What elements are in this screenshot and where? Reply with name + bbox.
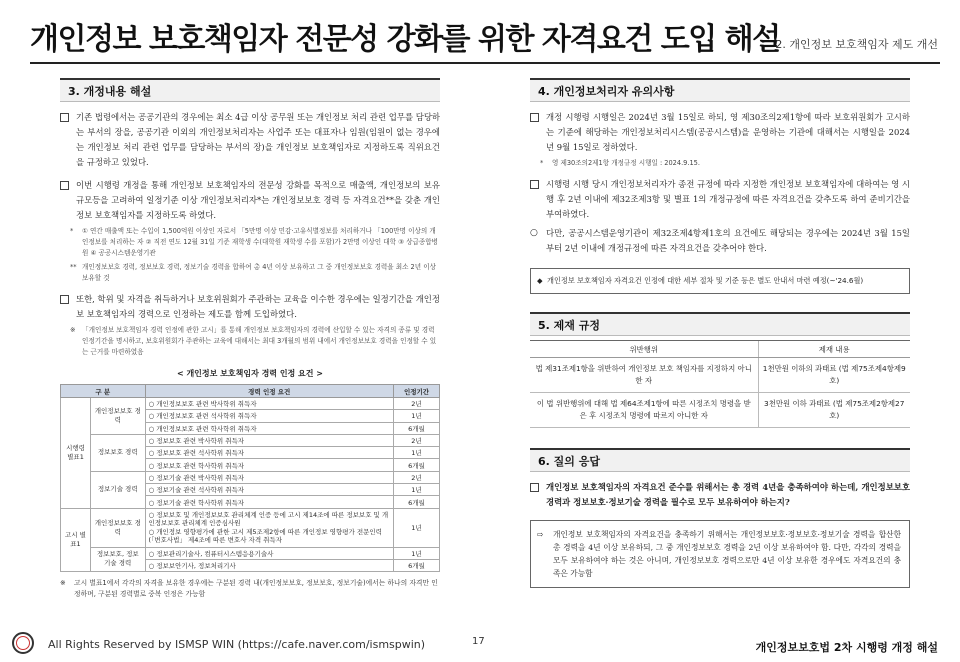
table-row (61, 398, 440, 410)
paragraph-certification (60, 292, 440, 322)
penalty-cell: 3천만원 이하 과태료 (법 제75조제2항제27호) (758, 393, 910, 428)
note-effective-date (530, 158, 910, 169)
paragraph-text: 기존 법령에서는 공공기관의 경우에는 최소 4급 이상 공무원 또는 개인정보 처리 관련 업무를 담당하는 부서의 장을, 공공기관 이외의 개인정보처리자는 사업주 또는 대표자나 임원(임원이 없는 경우에는 개인정보 처리 관련 업무를 담당하는 부서의 장)을 개인정보 보호책임자로 지정하도록 직위요건을 규정하고 있었다. (76, 112, 440, 167)
requirement-cell: ○ 개인정보보호 관련 박사학위 취득자 (145, 398, 394, 410)
reference-mark-icon: ※ (70, 326, 76, 334)
note-career (60, 262, 440, 284)
page-number: 17 (472, 636, 485, 647)
period-cell: 2년 (394, 434, 440, 446)
answer-box (530, 520, 910, 588)
period-cell: 6개월 (394, 459, 440, 471)
requirement-cell: ○ 정보기술 관련 학사학위 취득자 (145, 496, 394, 508)
period-cell: 6개월 (394, 496, 440, 508)
period-cell: 1년 (394, 508, 440, 547)
note-text: 영 제30조의2제1항 개정규정 시행일 : 2024.9.15. (552, 159, 700, 167)
note-text: ① 연간 매출액 또는 수입이 1,500억원 이상인 자로서 「5만명 이상 민감·고유식별정보를 처리하거나 「100만명 이상의 개인정보를 처리하는 자 ② 직전 연도 12월 31일 기준 재학생 수(대학원 재학생 수를 포함)가 2만명 이상인 대학 ③ 상급종합병원 ④ 공공시스템운영기관 (82, 227, 438, 257)
column-header-requirement: 경력 인정 요건 (145, 385, 394, 398)
asterisk-icon: ** (70, 263, 77, 271)
column-header-penalty: 제재 내용 (758, 341, 910, 358)
requirement-cell: ○ 정보보안기사, 정보처리기사 (145, 559, 394, 571)
note-text: 「개인정보 보호책임자 경력 인정에 관한 고시」를 통해 개인정보 보호책임자의 경력에 산입할 수 있는 자격의 종류 및 경력 인정기간을 명시하고, 보호위원회가 주관하는 교육에 대해서는 최대 3개월의 범위 내에서 개인정보보호 경력을 인정할 수 있는 근거를 마련하였음 (82, 326, 437, 356)
checkbox-bullet-icon (530, 113, 539, 122)
notice-text: 개인정보 보호책임자 자격요건 인정에 대한 세부 절차 및 기준 등은 별도 안내서 마련 예정(~'24.6월) (547, 276, 864, 285)
asterisk-icon: * (540, 159, 544, 167)
section-heading-3 (60, 78, 440, 102)
section-underline (530, 101, 910, 102)
section-heading-text: 5. 제재 규정 (538, 319, 600, 332)
section-heading-5 (530, 312, 910, 336)
page-footer (0, 628, 960, 662)
note-criteria (60, 226, 440, 259)
section-underline (530, 335, 910, 336)
section-heading-4 (530, 78, 910, 102)
asterisk-icon: * (70, 227, 74, 235)
subgroup-privacy-cell: 개인정보보호 경력 (91, 398, 146, 435)
page-header (0, 0, 960, 64)
requirement-cell: ○ 정보관리기술사, 컴퓨터시스템응용기술사 (145, 547, 394, 559)
table-row (530, 358, 910, 393)
section-heading-text: 4. 개인정보처리자 유의사항 (538, 85, 675, 98)
paragraph-transition (530, 177, 910, 222)
right-column (530, 78, 910, 588)
paragraph-text: 개정 시행령 시행일은 2024년 3월 15일로 하되, 영 제30조의2제1항에 따라 보호위원회가 고시하는 기준에 해당하는 개인정보처리시스템(공공시스템)을 운영하는 기관에 대해서는 시행일을 2024년 9월 15일로 정하였다. (546, 112, 910, 152)
period-cell: 6개월 (394, 559, 440, 571)
table-footnote (60, 578, 440, 600)
copyright-text: All Rights Reserved by ISMSP WIN (https://cafe.naver.com/ismspwin) (48, 638, 426, 651)
requirement-cell: ○ 정보보호 관련 학사학위 취득자 (145, 459, 394, 471)
requirement-cell: ○ 개인정보보호 관련 학사학위 취득자 (145, 422, 394, 434)
career-requirement-table (60, 384, 440, 572)
requirement-cell: ○ 정보보호 관련 석사학위 취득자 (145, 447, 394, 459)
period-cell: 6개월 (394, 422, 440, 434)
reference-mark-icon: ※ (60, 579, 66, 588)
sanction-table (530, 340, 910, 428)
requirement-cell: ○ 개인정보보호 관련 석사학위 취득자 (145, 410, 394, 422)
table-header-row (61, 385, 440, 398)
checkbox-bullet-icon (530, 180, 539, 189)
table-row (61, 471, 440, 483)
paragraph-text: 다만, 공공시스템운영기관이 제32조제4항제1호의 요건에도 해당되는 경우에는 2024년 3월 15일부터 2년 이내에 개정규정에 따른 자격요건을 갖추어야 한다. (546, 228, 910, 253)
arrow-right-icon: ⇨ (537, 530, 544, 539)
period-cell: 1년 (394, 547, 440, 559)
requirement-cell: ○ 정보기술 관련 박사학위 취득자 (145, 471, 394, 483)
diamond-bullet-icon: ◆ (537, 276, 543, 285)
period-cell: 1년 (394, 484, 440, 496)
paragraph-existing-rule (60, 110, 440, 170)
period-cell: 1년 (394, 410, 440, 422)
section-heading-text: 3. 개정내용 해설 (68, 85, 152, 98)
logo-ring (16, 636, 30, 650)
subgroup-it-cell: 정보기술 경력 (91, 471, 146, 508)
table-row (61, 434, 440, 446)
checkbox-bullet-icon (60, 181, 69, 190)
group-notice-cell: 고시 별표1 (61, 508, 91, 572)
paragraph-text: 시행령 시행 당시 개인정보처리자가 종전 규정에 따라 지정한 개인정보 보호책임자에 대하여는 영 시행 후 2년 이내에 제32조제3항 및 별표 1의 개정규정에 따른 자격요건을 갖추도록 하여 준비기간을 부여하였다. (546, 179, 910, 219)
question-text: 개인정보 보호책임자의 자격요건 준수를 위해서는 총 경력 4년을 충족하여야 하는데, 개인정보보호 경력과 정보보호·정보기술 경력을 필수로 모두 보유하여야 하는지? (546, 482, 910, 507)
section-heading-text: 6. 질의 응답 (538, 455, 600, 468)
subgroup-sec-it-cert-cell: 정보보호, 정보기술 경력 (91, 547, 146, 572)
section-underline (60, 101, 440, 102)
section-heading-6 (530, 448, 910, 472)
checkbox-bullet-icon (60, 295, 69, 304)
notice-box (530, 268, 910, 294)
table-caption: < 개인정보 보호책임자 경력 인정 요건 > (176, 369, 324, 378)
section-label: 2. 개인정보 보호책임자 제도 개선 (775, 38, 938, 51)
note-notice (60, 325, 440, 358)
paragraph-effective-date (530, 110, 910, 155)
requirement-line: ○ 개인정보 영향평가에 관한 고시 제5조제2항에 따른 개인정보 영향평가 전문인력(「변호사법」 제4조에 따른 변호사 자격 취득자 (148, 527, 382, 545)
left-column (60, 78, 440, 600)
period-cell: 2년 (394, 471, 440, 483)
paragraph-exception (530, 226, 910, 256)
period-cell: 2년 (394, 398, 440, 410)
circle-bullet-icon: ○ (530, 228, 538, 238)
penalty-cell: 1천만원 이하의 과태료 (법 제75조제4항제9호) (758, 358, 910, 393)
answer-text: 개인정보 보호책임자의 자격요건을 충족하기 위해서는 개인정보보호·정보보호·정보기술 경력을 합산한 총 경력을 4년 이상 보유하되, 그 중 개인정보보호 경력을 2년 이상 보유하여야 함. 다만, 각각의 경력을 모두 보유하여야 하는 것은 아니며, 개인정보보호 경력으로만 4년 이상 보유한 경우에도 자격요건의 충족은 가능함 (553, 530, 901, 578)
column-header-violation: 위반행위 (530, 341, 758, 358)
paragraph-text: 또한, 학위 및 자격을 취득하거나 보호위원회가 주관하는 교육을 이수한 경우에는 일정기간을 개인정보 보호책임자의 경력으로 인정하는 제도를 함께 도입하였다. (76, 294, 440, 319)
column-header-period: 인정기간 (394, 385, 440, 398)
section-underline (530, 471, 910, 472)
requirement-cell: ○ 정보보호 관련 박사학위 취득자 (145, 434, 394, 446)
paragraph-amendment (60, 178, 440, 223)
group-decree-cell: 시행령 별표1 (61, 398, 91, 509)
table-row (530, 393, 910, 428)
subgroup-security-cell: 정보보호 경력 (91, 434, 146, 471)
paragraph-text: 이번 시행령 개정을 통해 개인정보 보호책임자의 전문성 강화를 목적으로 매출액, 개인정보의 보유 규모등을 고려하여 일정기준 이상 개인정보처리자*는 개인정보보호 경력 등 자격요건**을 갖춘 개인정보 보호책임자를 지정하도록 하였다. (76, 180, 440, 220)
table-row (61, 547, 440, 559)
violation-cell: 이 법 위반행위에 대해 법 제64조제1항에 따른 시정조치 명령을 받은 후 시정조치 명령에 따르지 아니한 자 (530, 393, 758, 428)
requirement-line: ○ 정보보호 및 개인정보보호 관리체계 인증 등에 고시 제14조에 따른 정보보호 및 개인정보보호 관리체계 인증심사원 (148, 510, 389, 528)
document-title: 개인정보보호법 2차 시행령 개정 해설 (755, 641, 938, 654)
requirement-cell (145, 508, 394, 547)
violation-cell: 법 제31조제1항을 위반하여 개인정보 보호 책임자를 지정하지 아니한 자 (530, 358, 758, 393)
checkbox-bullet-icon (530, 483, 539, 492)
table-header-row (530, 341, 910, 358)
table-row (61, 508, 440, 547)
period-cell: 1년 (394, 447, 440, 459)
requirement-cell: ○ 정보기술 관련 석사학위 취득자 (145, 484, 394, 496)
question-paragraph (530, 480, 910, 510)
note-text: 개인정보보호 경력, 정보보호 경력, 정보기술 경력을 합하여 총 4년 이상 보유하고 그 중 개인정보보호 경력을 최소 2년 이상 보유할 것 (82, 263, 436, 282)
checkbox-bullet-icon (60, 113, 69, 122)
ismsp-logo-icon (12, 632, 34, 654)
header-divider (30, 62, 940, 64)
footnote-text: 고시 별표1에서 각각의 자격을 보유한 경우에는 구분된 경력 내(개인정보보호, 정보보호, 정보기술)에서는 하나의 자격만 인정하며, 구분된 경력별로 중복 인정은 가능함 (74, 579, 438, 599)
column-header-category: 구 분 (61, 385, 146, 398)
subgroup-privacy-cert-cell: 개인정보보호 경력 (91, 508, 146, 547)
page-title: 개인정보 보호책임자 전문성 강화를 위한 자격요건 도입 해설 (30, 22, 780, 57)
